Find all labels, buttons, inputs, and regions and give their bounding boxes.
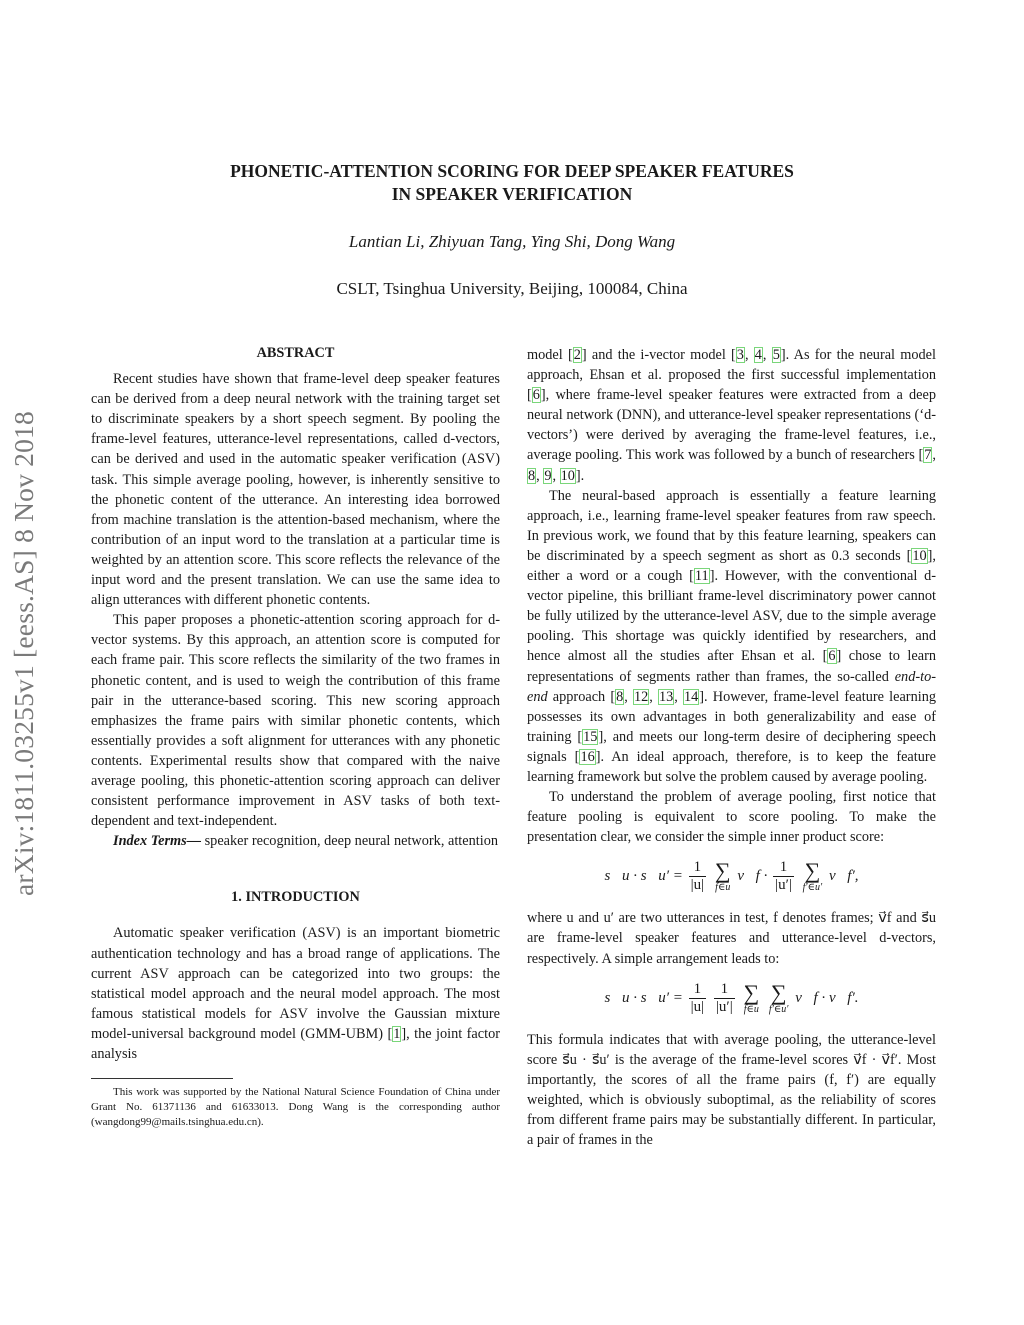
text: ]. However, frame-level feature learning possesses its own advantages in both generalizability and ease of training [ xyxy=(527,688,936,745)
sum-index: f∈u xyxy=(715,882,731,894)
title-line-2: IN SPEAKER VERIFICATION xyxy=(391,184,633,204)
text: ]. As for the neural model approach, Ehsan et al. proposed the first successful implementation [ xyxy=(527,347,936,404)
citation-link[interactable]: 10 xyxy=(560,467,575,484)
text: ]. xyxy=(575,467,585,484)
sum-index: f′∈u′ xyxy=(802,882,823,894)
fraction xyxy=(773,859,794,894)
sum-index: f′∈u′ xyxy=(768,1003,789,1015)
citation-link[interactable]: 4 xyxy=(754,347,762,363)
citation-link[interactable]: 13 xyxy=(658,688,674,705)
sum-symbol: ∑ f′∈u′ xyxy=(768,979,789,1015)
citation-link[interactable]: 14 xyxy=(684,688,699,705)
sum-symbol: ∑ f∈u xyxy=(714,858,731,894)
numerator: 1 xyxy=(693,859,702,876)
citation-link[interactable]: 9 xyxy=(544,467,552,484)
footnote-divider xyxy=(91,1078,233,1079)
fraction xyxy=(689,981,707,1016)
sum-index: f∈u xyxy=(743,1003,759,1015)
text: ], and meets our long-term desire of deciphering speech signals [ xyxy=(527,728,936,765)
text: ] chose to learn representations of segments rather than frames, the so-called xyxy=(527,648,936,685)
left-column xyxy=(91,343,500,1130)
text: model [ xyxy=(527,347,573,363)
equation-2 xyxy=(527,981,936,1016)
eq-lhs: s⃗u · s⃗u′ = xyxy=(604,989,683,1006)
author-list: Lantian Li, Zhiyuan Tang, Ying Shi, Dong Wang xyxy=(348,232,676,251)
denominator: |u| xyxy=(690,877,705,894)
emphasis-text: end-to-end xyxy=(527,668,936,705)
text: The neural-based approach is essentially a feature learning approach, i.e., learning frame-level speaker features from raw speech. In previous work, we found that by this feature learning, speakers can be discriminated by a speech segment as short as 0.3 seconds [ xyxy=(527,487,936,564)
abstract-paragraph-2: This paper proposes a phonetic-attention scoring approach for d-vector systems. By this approach, an attention score is computed for each frame pair. This score reflects the similarity of the two frames in phonetic content, and is used to weigh the contribution of this frame pair in the utterance-based scoring. This new scoring approach emphasizes the frame pairs with similar phonetic contents, which essentially provides a soft alignment for utterances with any phonetic contents. Experimental results show that compared with the naive average pooling, this phonetic-attention scoring approach can deliver consistent performance improvement in ASV tasks of both text-dependent and text-independent. xyxy=(91,612,500,830)
denominator: |u′| xyxy=(715,998,733,1015)
abstract-paragraph-1: Recent studies have shown that frame-level deep speaker features can be derived from a deep neural network with the training target set to discriminate speakers by a short speech segment. By pooling the frame-level features, utterance-level representations, called d-vectors, can be derived and used in the automatic speaker verification (ASV) task. This simple average pooling, however, is inherently sensitive to the phonetic content of the utterance. An interesting idea borrowed from machine translation is the attention-based mechanism, where the contribution of an input word to the translation at a particular time is weighted by an attention score. This score reflects the relevance of the input word and the present translation. We can use the same idea to align utterances with different phonetic contents. xyxy=(91,371,500,609)
text: approach [ xyxy=(547,688,616,705)
numerator: 1 xyxy=(693,980,702,997)
citation-link[interactable]: 1 xyxy=(393,1025,401,1042)
index-terms-text: speaker recognition, deep neural network, attention xyxy=(201,833,498,850)
right-paragraph-4: where u and u′ are two utterances in test, f denotes frames; v⃗f and s⃗u are frame-level speaker features and utterance-level d-vectors, respectively. A simple arrangement leads to: xyxy=(527,910,936,967)
paper-title xyxy=(0,160,1024,206)
citation-link[interactable]: 10 xyxy=(912,547,927,564)
intro-text-a: Automatic speaker verification (ASV) is an important biometric authentication technology and has a broad range of applications. The current ASV approach can be categorized into two groups: the statistical model approach and the neural model approach. The most famous statistical models for ASV involve the Gaussian mixture model-universal background model (GMM-UBM) [ xyxy=(91,925,500,1042)
citation-link[interactable]: 6 xyxy=(532,387,540,404)
intro-text-b: ], the joint factor analysis xyxy=(91,1025,500,1062)
right-column xyxy=(527,345,936,1150)
citation-link[interactable]: 12 xyxy=(633,688,649,705)
text: ], either a word or a cough [ xyxy=(527,547,936,585)
citation-link[interactable]: 8 xyxy=(616,688,624,705)
eq-lhs: s⃗u · s⃗u′ = xyxy=(604,868,683,885)
citation-link[interactable]: 15 xyxy=(583,728,598,745)
fraction xyxy=(714,981,735,1016)
numerator: 1 xyxy=(720,980,729,997)
citation-link[interactable]: 5 xyxy=(772,347,780,363)
eq-term: v⃗f · xyxy=(737,868,768,885)
right-paragraph-3: To understand the problem of average pooling, first notice that feature pooling is equivalent to score pooling. To make the presentation clear, we consider the simple inner product score: xyxy=(527,789,936,846)
text: ] and the i-vector model [ xyxy=(581,347,736,363)
title-line-1: PHONETIC-ATTENTION SCORING FOR DEEP SPEAKER FEATURES xyxy=(230,161,794,181)
footnote: This work was supported by the National Natural Science Foundation of China under Grant No. 61371136 and 61633013. Dong Wang is the corresponding author (wangdong99@mails.tsinghua.edu.cn). xyxy=(91,1086,500,1129)
arxiv-stamp: arXiv:1811.03255v1 [eess.AS] 8 Nov 2018 xyxy=(8,411,39,897)
equation-1 xyxy=(527,859,936,894)
right-paragraph-1: model [2] and the i-vector model [3, 4, 5]. As for the neural model approach, Ehsan et al. proposed the first successful implementation [6], where frame-level speaker features were extracted from a deep neural network (DNN), and utterance-level speaker representations (‘d-vectors’) were derived by averaging the frame-level features, i.e., average pooling. This work was followed by a bunch of researchers [7, 8, 9, 10]. xyxy=(527,347,936,484)
citation-link[interactable]: 16 xyxy=(580,748,595,765)
text: ], where frame-level speaker features were extracted from a deep neural network (DNN), and utterance-level speaker representations (‘d-vectors’) were derived by averaging the frame-level features, i.e., average pooling. This work was followed by a bunch of researchers [ xyxy=(527,387,936,464)
fraction xyxy=(689,859,707,894)
denominator: |u| xyxy=(690,998,705,1015)
sum-symbol: ∑ f∈u xyxy=(743,979,760,1015)
right-paragraph-2: The neural-based approach is essentially a feature learning approach, i.e., learning frame-level speaker features from raw speech. In previous work, we found that by this feature learning, speakers can be discriminated by a speech segment as short as 0.3 seconds [10], either a word or a cough [11]. However, with the conventional d-vector pipeline, this brilliant frame-level discriminatory power cannot be fully utilized by the utterance-level ASV, due to the simple average pooling. This shortage was quickly identified by researchers, and hence almost all the studies after Ehsan et al. [6] chose to learn representations of segments rather than frames, the so-called end-to-end approach [8, 12, 13, 14]. However, frame-level feature learning possesses its own advantages in both generalizability and ease of training [15], and meets our long-term desire of deciphering speech signals [16]. An ideal approach, therefore, is to keep the feature learning framework but solve the problem caused by average pooling. xyxy=(527,487,936,785)
citation-link[interactable]: 6 xyxy=(828,648,836,665)
text: ]. An ideal approach, therefore, is to keep the feature learning framework but solve the problem caused by average pooling. xyxy=(527,748,936,785)
citation-link[interactable]: 11 xyxy=(694,568,709,585)
citation-link[interactable]: 3 xyxy=(736,347,744,363)
sum-symbol: ∑ f′∈u′ xyxy=(802,858,823,894)
index-terms-label: Index Terms— xyxy=(113,833,202,850)
numerator: 1 xyxy=(779,859,788,876)
citation-link[interactable]: 7 xyxy=(924,447,932,464)
eq-term: v⃗f′, xyxy=(828,868,859,885)
denominator: |u′| xyxy=(775,877,792,894)
index-terms xyxy=(91,831,500,851)
text: ]. However, with the conventional d-vector pipeline, this brilliant frame-level discriminatory power cannot be fully utilized by the utterance-level ASV, due to the simple average pooling. This shortage was quickly identified by researchers, and hence almost all the studies after Ehsan et al. [ xyxy=(527,568,936,665)
intro-paragraph-1 xyxy=(91,923,500,1064)
intro-heading: 1. INTRODUCTION xyxy=(231,889,360,906)
citation-link[interactable]: 8 xyxy=(528,467,536,484)
affiliation: CSLT, Tsinghua University, Beijing, 100084, China xyxy=(336,279,688,298)
citation-link[interactable]: 2 xyxy=(573,347,581,363)
abstract-heading: ABSTRACT xyxy=(256,345,335,361)
eq-term: v⃗f · v⃗f′. xyxy=(795,989,859,1006)
right-paragraph-5: This formula indicates that with average pooling, the utterance-level score s⃗u · s⃗u′ is the average of the frame-level scores v⃗f · v⃗f′. Most importantly, the scores of all the frame pairs (f, f′) are equally weighted, which is obviously suboptimal, as the reliability of scores from different frame pairs may be substantially different. In particular, a pair of frames in the xyxy=(527,1031,936,1149)
